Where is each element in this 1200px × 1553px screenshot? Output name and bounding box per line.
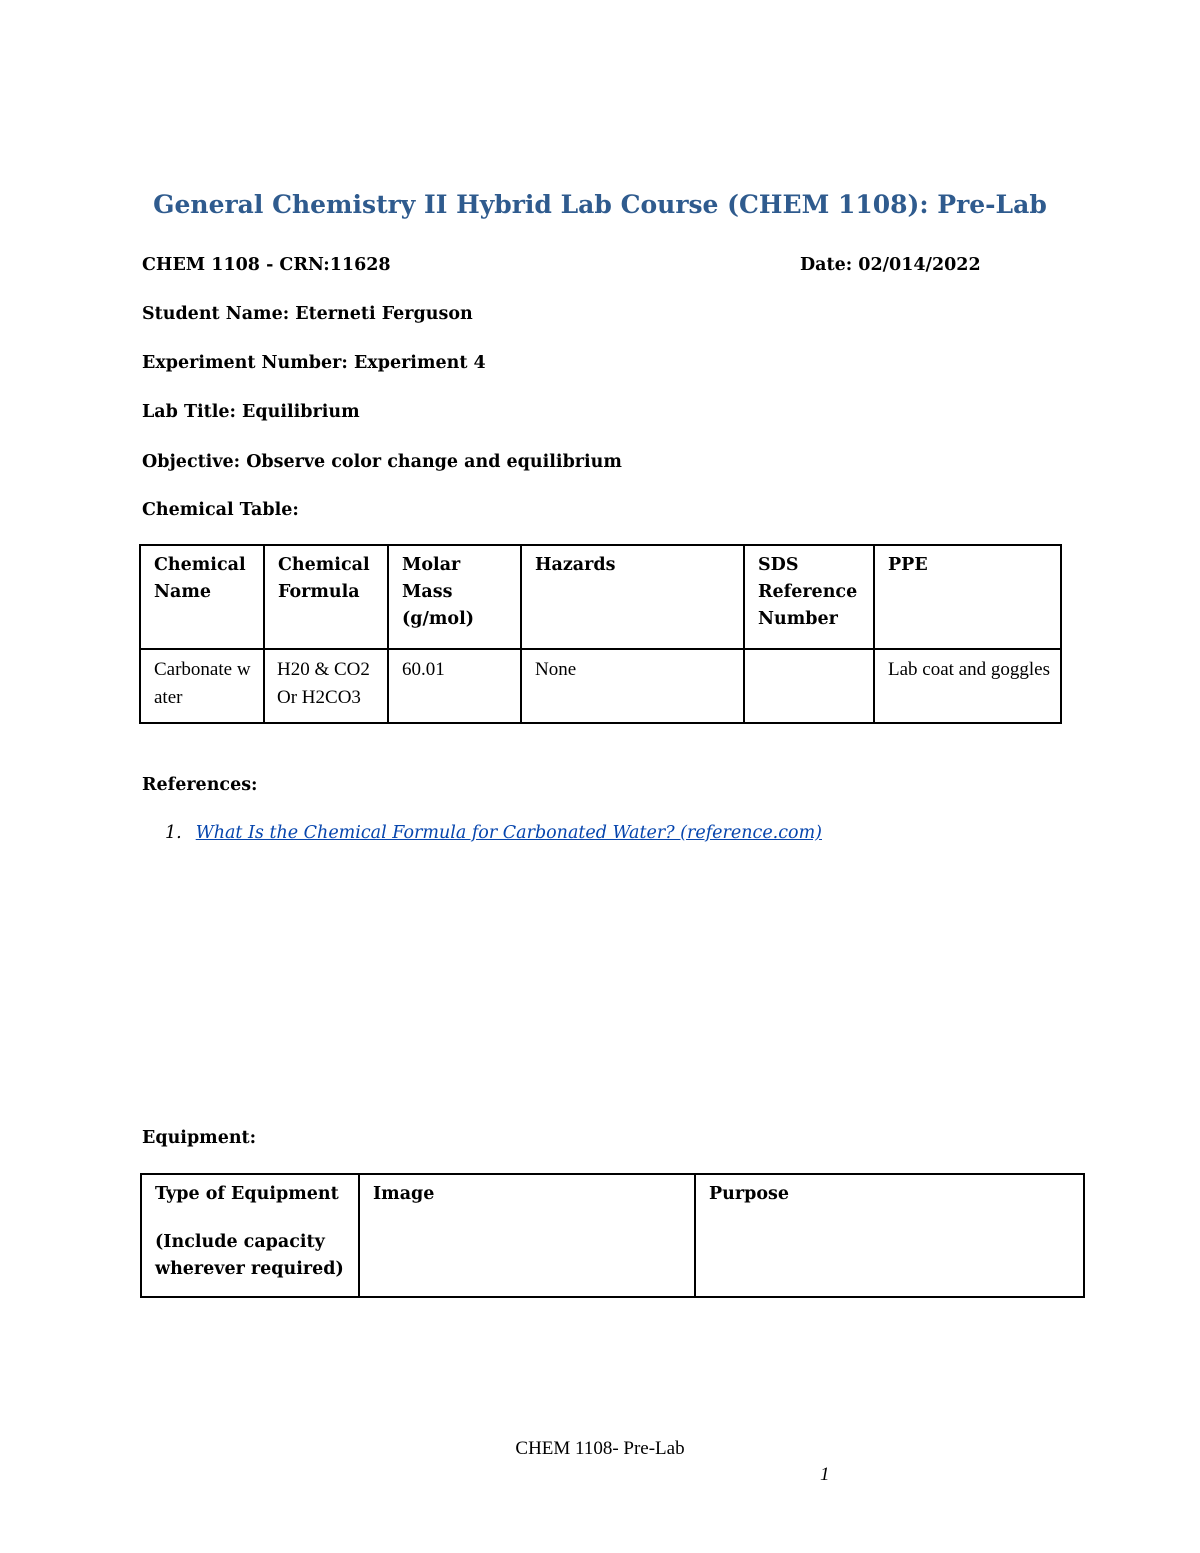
page-footer: CHEM 1108- Pre-Lab <box>515 1438 685 1459</box>
reference-number: 1. <box>165 823 182 843</box>
cell-hazards: None <box>521 649 744 723</box>
header-molar-mass: Molar Mass (g/mol) <box>388 545 521 649</box>
equipment-label: Equipment: <box>142 1128 257 1148</box>
student-name: Student Name: Eterneti Ferguson <box>142 304 473 324</box>
header-type-of-equipment <box>141 1174 359 1297</box>
cell-sds-reference <box>744 649 874 723</box>
header-sds-reference: SDS Reference Number <box>744 545 874 649</box>
experiment-number: Experiment Number: Experiment 4 <box>142 353 486 373</box>
chemical-table-header-row <box>140 545 1061 649</box>
chemical-table <box>139 544 1062 724</box>
document-title: General Chemistry II Hybrid Lab Course (CHEM 1108): Pre-Lab <box>153 190 1047 219</box>
reference-link[interactable]: What Is the Chemical Formula for Carbonated Water? (reference.com) <box>195 823 822 843</box>
equipment-table <box>140 1173 1085 1298</box>
header-hazards: Hazards <box>521 545 744 649</box>
header-purpose: Purpose <box>695 1174 1084 1297</box>
cell-chemical-formula: H20 & CO2 Or H2CO3 <box>264 649 388 723</box>
header-image: Image <box>359 1174 695 1297</box>
reference-item <box>165 823 822 843</box>
cell-chemical-name: Carbonate water <box>140 649 264 723</box>
cell-ppe: Lab coat and goggles <box>874 649 1061 723</box>
chemical-table-label: Chemical Table: <box>142 500 299 520</box>
header-ppe: PPE <box>874 545 1061 649</box>
table-row <box>140 649 1061 723</box>
objective: Objective: Observe color change and equilibrium <box>142 452 622 472</box>
type-of-equipment-label: Type of Equipment <box>155 1184 339 1204</box>
lab-title: Lab Title: Equilibrium <box>142 402 360 422</box>
header-chemical-formula: Chemical Formula <box>264 545 388 649</box>
references-label: References: <box>142 775 258 795</box>
capacity-note: (Include capacity wherever required) <box>155 1232 344 1279</box>
course-crn: CHEM 1108 - CRN:11628 <box>142 255 391 275</box>
date-field: Date: 02/014/2022 <box>800 255 981 275</box>
page-number: 1 <box>820 1464 830 1485</box>
header-chemical-name: Chemical Name <box>140 545 264 649</box>
equipment-table-header-row <box>141 1174 1084 1297</box>
cell-molar-mass: 60.01 <box>388 649 521 723</box>
